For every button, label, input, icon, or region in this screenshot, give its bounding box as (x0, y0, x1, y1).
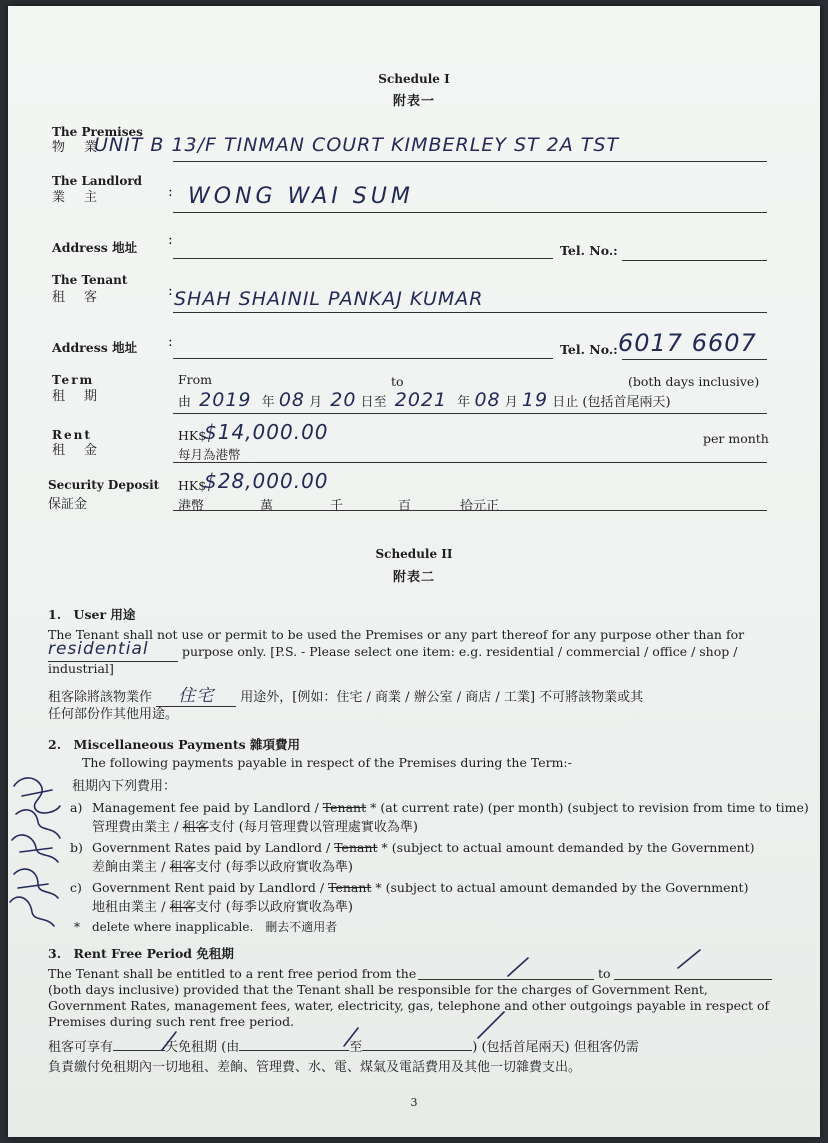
deposit-label-zh: 保証金 (48, 497, 88, 512)
deposit-value: $28,000.00 (204, 469, 329, 493)
schedule1-title-zh: 附表一 (392, 94, 435, 109)
schedule2-title: Schedule II (375, 547, 453, 561)
rent-value: $14,000.00 (204, 420, 329, 444)
schedule2-title-zh: 附表二 (392, 570, 435, 585)
item-b-zh: 差餉由業主 / 租客支付 (每季以政府實收為準) (92, 860, 353, 875)
section1-zh1b: 用途外，[例如：住宅 / 商業 / 辦公室 / 商店 / 工業] 不可將該物業或其 (240, 690, 644, 705)
tenant-value: SHAH SHAINIL PANKAJ KUMAR (174, 288, 484, 310)
deposit-unit-shi: 拾元正 (460, 499, 500, 514)
rent-label: Rent (52, 428, 92, 442)
landlord-line (173, 212, 767, 213)
section3-line1b: to (598, 966, 611, 981)
premises-label: The Premises (52, 125, 143, 139)
item-b-en: Government Rates paid by Landlord / Tenant * (subject to actual amount demanded by the Government) (92, 840, 755, 855)
item-c-marker: c) (70, 880, 82, 895)
page-number: 3 (410, 1096, 418, 1109)
tenant-label-zh: 租 客 (52, 290, 101, 305)
deposit-currency: HK$ (178, 478, 207, 493)
landlord-value: WONG WAI SUM (188, 184, 414, 209)
section1-fill: residential (48, 639, 149, 659)
deposit-unit-wan: 萬 (260, 499, 274, 514)
landlord-tel-line (622, 260, 767, 261)
deposit-label: Security Deposit (48, 478, 160, 492)
item-c-zh: 地租由業主 / 租客支付 (每季以政府實收為準) (92, 900, 353, 915)
margin-initials-signature (8, 766, 72, 936)
term-to-day: 19 (521, 389, 549, 411)
section1-zh2: 任何部份作其他用途。 (48, 707, 179, 722)
section1-heading: 1. User 用途 (48, 607, 136, 622)
section1-line2: purpose only. [P.S. - Please select one item: e.g. residential / commercial / office / shop / (182, 644, 738, 659)
section2-intro-zh: 租期內下列費用： (72, 779, 177, 794)
term-line (173, 413, 767, 414)
tenant-address-label: Address 地址 (52, 340, 138, 355)
tenant-address-line (173, 358, 553, 359)
landlord-address-label: Address 地址 (52, 240, 138, 255)
section1-line3: industrial] (48, 661, 114, 676)
landlord-tel-label: Tel. No.: (560, 243, 618, 258)
term-from-day: 20 (330, 389, 357, 411)
term-to-year: 2021 (394, 389, 448, 411)
rent-per-month: per month (703, 431, 769, 446)
section2-intro: The following payments payable in respect of the Premises during the Term:- (82, 755, 572, 770)
tenant-tel-value: 6017 6607 (618, 329, 757, 357)
item-c-en: Government Rent paid by Landlord / Tenant * (subject to actual amount demanded by the Government) (92, 880, 749, 895)
section3-line4: Premises during such rent free period. (48, 1014, 295, 1029)
section2-heading: 2. Miscellaneous Payments 雜項費用 (48, 737, 301, 752)
section1-zh1a: 租客除將該物業作 (48, 690, 153, 705)
deposit-unit-bai: 百 (398, 499, 412, 514)
term-inclusive: (both days inclusive) (628, 374, 760, 389)
section3-zh2: 負責繳付免租期內一切地租、差餉、管理費、水、電、煤氣及電話費用及其他一切雜費支出。 (48, 1060, 582, 1075)
rent-free-strike-marks (148, 946, 708, 1056)
term-from-month: 08 (278, 389, 305, 411)
section3-line1a: The Tenant shall be entitled to a rent free period from the (48, 966, 417, 981)
premises-value: UNIT B 13/F TINMAN COURT KIMBERLEY ST 2A TST (94, 134, 620, 156)
term-from-label: From (178, 372, 213, 387)
term-from-year: 2019 (199, 389, 252, 411)
rent-line (173, 462, 767, 463)
section2-note: * delete where inapplicable. 刪去不適用者 (74, 920, 338, 934)
item-b-marker: b) (70, 840, 83, 855)
rent-currency: HK$ (178, 428, 207, 443)
rent-sub-zh: 每月為港幣 (178, 447, 241, 462)
deposit-unit-qian: 千 (330, 499, 344, 514)
tenant-tel-line (622, 359, 767, 360)
term-prefix-zh: 由 (178, 395, 192, 410)
section3-line3: Government Rates, management fees, water, electricity, gas, telephone and other outgoings payable in respect of (48, 998, 770, 1013)
term-to-label: to (391, 374, 404, 389)
rent-label-zh: 租 金 (52, 443, 101, 458)
section3-zh1: 租客可享有 天免租期 (由 至 ) (包括首尾兩天) 但租客仍需 (48, 1040, 639, 1055)
deposit-line (173, 510, 767, 511)
tenant-line (173, 312, 767, 313)
deposit-sub-zh: 港幣 (178, 499, 205, 514)
term-to-month: 08 (474, 389, 501, 411)
schedule1-title: Schedule I (378, 72, 450, 86)
term-label: Term (52, 373, 95, 387)
landlord-label-zh: 業 主 (52, 190, 101, 205)
section3-heading: 3. Rent Free Period 免租期 (48, 946, 234, 961)
tenant-tel-label: Tel. No.: (560, 342, 618, 357)
item-a-zh: 管理費由業主 / 租客支付 (每月管理費以管理處實收為準) (92, 820, 418, 835)
term-inclusive-zh: (包括首尾兩天) (582, 395, 671, 410)
tenant-label: The Tenant (52, 273, 128, 287)
item-a-en: Management fee paid by Landlord / Tenant * (at current rate) (per month) (subject to revision from time to time) (92, 800, 809, 815)
premises-label-zh: 物 業 (52, 140, 101, 155)
term-label-zh: 租 期 (52, 389, 101, 404)
landlord-label: The Landlord (52, 174, 143, 188)
item-a-marker: a) (70, 800, 83, 815)
section3-line2: (both days inclusive) provided that the Tenant shall be responsible for the charges of Government Rent, (48, 982, 708, 997)
landlord-address-line (173, 258, 553, 259)
document-page: Schedule I 附表一 The Premises 物 業 UNIT B 13/F TINMAN COURT KIMBERLEY ST 2A TST The Landlord 業 主 : WONG WAI SUM Address 地址 : Tel. No.: The Tenant 租 客 : SHAH SHAINIL PANKAJ KUMAR Address 地址 : Tel. No.: 6017 6607 Term 租 期 From to (both days inclusive) 由 2019 年 08 月 20 日至 2021 年 08 月 19 日止 (包括首尾兩天) Rent 租 金 HK$ $14,000.00 每月為港幣 per month Security Deposit 保証金 HK$ $28,000.00 港幣 萬 千 百 拾元正 Schedule II 附表二 1. User 用途 The Tenant shall not use or permit to be used the Premises or any part thereof for any purpose other than for residential purpose only. [P.S. - Please select one item: e.g. residential / commercial / office / shop / industrial] 租客除將該物業作 住宅 用途外，[例如：住宅 / 商業 / 辦公室 / 商店 / 工業] 不可將該物業或其 任何部份作其他用途。 2. Miscellaneous Payments 雜項費用 The following payments payable in respect of the Premises during the Term:- 租期內下列費用： a) Management fee paid by Landlord / Tenant * (at current rate) (per month) (subject to revision from time to time) 管理費由業主 / 租客支付 (每月管理費以管理處實收為準) b) Government Rates paid by Landlord / Tenant * (subject to actual amount demanded by the Government) 差餉由業主 / 租客支付 (每季以政府實收為準) c) Government Rent paid by Landlord / Tenant * (subject to actual amount demanded by the Government) 地租由業主 / 租客支付 (每季以政府實收為準) * delete where inapplicable. 刪去不適用者 3. Rent Free Period 免租期 The Tenant shall be entitled to a rent free period from the to (both days inclusive) provided that the Tenant shall be responsible for the charges of Government Rent, Government Rates, management fees, water, electricity, gas, telephone and other outgoings payable in respect of Premises during such rent free period. 租客可享有 天免租期 (由 至 ) (包括首尾兩天) 但租客仍需 負責繳付免租期內一切地租、差餉、管理費、水、電、煤氣及電話費用及其他一切雜費支出。 3 (8, 6, 820, 1137)
premises-line (173, 161, 767, 162)
section1-fill-zh: 住宅 (156, 681, 236, 707)
section1-line1: The Tenant shall not use or permit to be used the Premises or any part thereof for any purpose other than for (48, 627, 745, 642)
